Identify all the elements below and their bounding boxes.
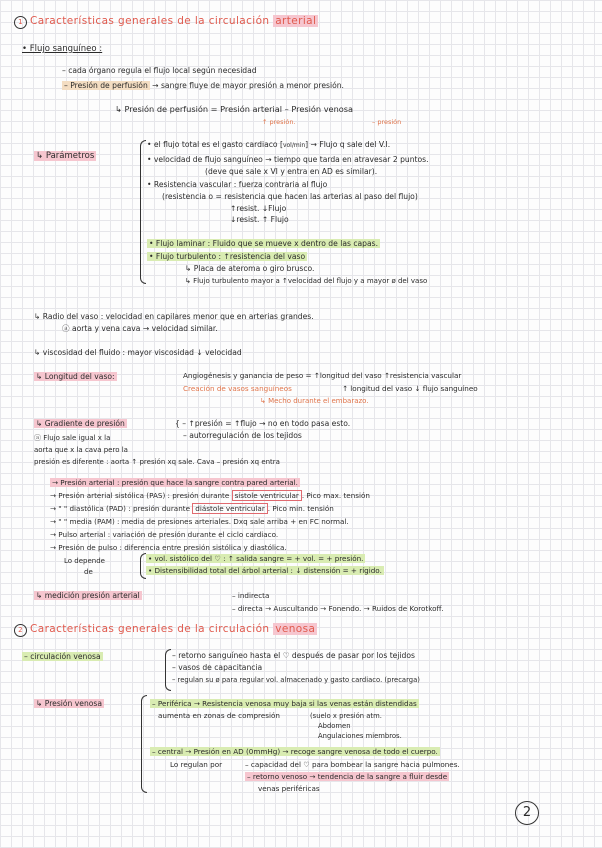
note-line: ↳ Radio del vaso : velocidad en capilares menor que en arterias grandes.: [34, 312, 314, 321]
note-line: Abdomen: [318, 722, 351, 730]
note-line: de: [84, 568, 93, 576]
note-line: → Pulso arterial : variación de presión durante el ciclo cardiaco.: [50, 530, 279, 539]
note-line: – autorregulación de los tejidos: [183, 431, 302, 440]
note-line: Angiogénesis y ganancia de peso = ↑longitud del vaso ↑resistencia vascular: [183, 371, 462, 380]
note-line: – cada órgano regula el flujo local según necesidad: [62, 66, 257, 75]
note-line: Lo depende: [64, 557, 105, 565]
note-line: ↑resist. ↓Flujo: [230, 204, 287, 213]
note-line: • velocidad de flujo sanguíneo → tiempo que tarda en atravesar 2 puntos.: [147, 155, 429, 164]
note-line: { – ↑presión = ↑flujo → no en todo pasa esto.: [175, 419, 351, 428]
section-2-title-word: venosa: [275, 623, 316, 635]
note-line: aorta que x la cava pero la: [34, 446, 128, 454]
perfusion-formula: ↳ Presión de perfusión = Presión arterial – Presión venosa: [115, 104, 354, 114]
note-line: → " " media (PAM) : media de presiones arteriales. Dxq sale arriba + en FC normal.: [50, 517, 349, 526]
page-number: 2: [515, 801, 539, 825]
note-line: • vol. sistólico del ♡ : ↑ salida sangre = + vol. = + presión.: [148, 554, 364, 563]
note-line: – regulan su ø para regular vol. almacenado y gasto cardiaco. (precarga): [172, 676, 420, 684]
note-line: – central → Presión en AD (0mmHg) → recoge sangre venosa de todo el cuerpo.: [152, 747, 438, 756]
section-2-number: 2: [14, 624, 27, 637]
note-line: ↳ Mecho durante el embarazo.: [260, 397, 369, 405]
brace: [140, 140, 146, 284]
note-line: → " " diastólica (PAD) : presión durante diástole ventricular . Pico min. tensión: [50, 504, 334, 513]
note-line: ↳ Placa de ateroma o giro brusco.: [185, 264, 315, 273]
formula-note: – presión: [372, 118, 402, 126]
note-line: ↳ Flujo turbulento mayor a ↑velocidad del flujo y a mayor ø del vaso: [185, 277, 428, 285]
note-line: ↳ Longitud del vaso:: [36, 372, 115, 381]
note-line: – vasos de capacitancia: [172, 663, 263, 672]
section-1-title-word: arterial: [275, 15, 317, 27]
section-1-title-text: Características generales de la circulación: [30, 15, 274, 27]
note-line: → Presión arterial sistólica (PAS) : presión durante sístole ventricular . Pico max. tensión: [50, 491, 370, 500]
note-line: → Presión de pulso : diferencia entre presión sistólica y diastólica.: [50, 543, 287, 552]
brace: [165, 649, 171, 691]
note-line: – capacidad del ♡ para bombear la sangre hacia pulmones.: [245, 760, 460, 769]
note-line: → Presión arterial : presión que hace la sangre contra pared arterial.: [52, 478, 298, 487]
note-line: (deve que sale x VI y entra en AD es similar).: [205, 167, 378, 176]
brace: [141, 695, 147, 793]
note-line: • Flujo turbulento : ↑resistencia del vaso: [149, 252, 306, 261]
note-line: • Resistencia vascular : fuerza contraria al flujo: [147, 180, 328, 189]
note-line: – circulación venosa: [24, 652, 101, 661]
section-1-title: [14, 16, 318, 29]
formula-note: ↑ presión.: [262, 118, 296, 126]
section-2-title: [14, 624, 317, 637]
note-line: • Flujo laminar : Fluido que se mueve x dentro de las capas.: [149, 239, 379, 248]
note-line: presión es diferente : aorta ↑ presión xq sale. Cava – presión xq entra: [34, 458, 280, 466]
note-line: – retorno sanguíneo hasta el ♡ después de pasar por los tejidos: [172, 651, 415, 660]
note-line: (suelo x presión atm.: [310, 712, 382, 720]
note-line: Creación de vasos sanguíneos: [183, 384, 292, 393]
note-line: ↑ longitud del vaso ↓ flujo sanguíneo: [342, 384, 478, 393]
note-line: – indirecta: [232, 591, 270, 600]
note-line: – Presión de perfusión → sangre fluye de mayor presión a menor presión.: [64, 81, 344, 90]
note-line: aumenta en zonas de compresión: [158, 711, 280, 720]
note-line: ⓐ Flujo sale igual x la: [34, 434, 111, 442]
note-line: – directa → Auscultando → Fonendo. → Ruidos de Korotkoff.: [232, 604, 444, 613]
note-line: Lo regulan por: [170, 760, 223, 769]
parametros-heading: ↳ Parámetros: [36, 151, 95, 161]
note-line: – retorno venoso → tendencia de la sangre a fluir desde: [247, 772, 448, 781]
note-line: • el flujo total es el gasto cardiaco [vol/min] → Flujo q sale del V.I.: [147, 140, 391, 149]
note-line: • Distensibilidad total del árbol arterial : ↓ distensión = + rígido.: [148, 566, 382, 575]
note-line: ⓐ aorta y vena cava → velocidad similar.: [62, 324, 218, 333]
note-line: (resistencia o = resistencia que hacen las arterias al paso del flujo): [162, 192, 418, 201]
note-line: venas periféricas: [258, 784, 320, 793]
note-line: ↓resist. ↑ Flujo: [230, 215, 289, 224]
note-line: Angulaciones miembros.: [318, 732, 402, 740]
note-line: ↳ Presión venosa: [36, 699, 103, 708]
note-line: ↳ Gradiente de presión: [36, 419, 125, 428]
section-1-number: 1: [14, 16, 27, 29]
note-line: – Periférica → Resistencia venosa muy baja si las venas están distendidas: [152, 699, 417, 708]
flujo-sanguineo-heading: • Flujo sanguíneo :: [22, 44, 103, 54]
section-2-title-text: Características generales de la circulación: [30, 623, 274, 635]
note-line: ↳ viscosidad del fluido : mayor viscosidad ↓ velocidad: [34, 348, 242, 357]
note-line: ↳ medición presión arterial: [36, 591, 140, 600]
